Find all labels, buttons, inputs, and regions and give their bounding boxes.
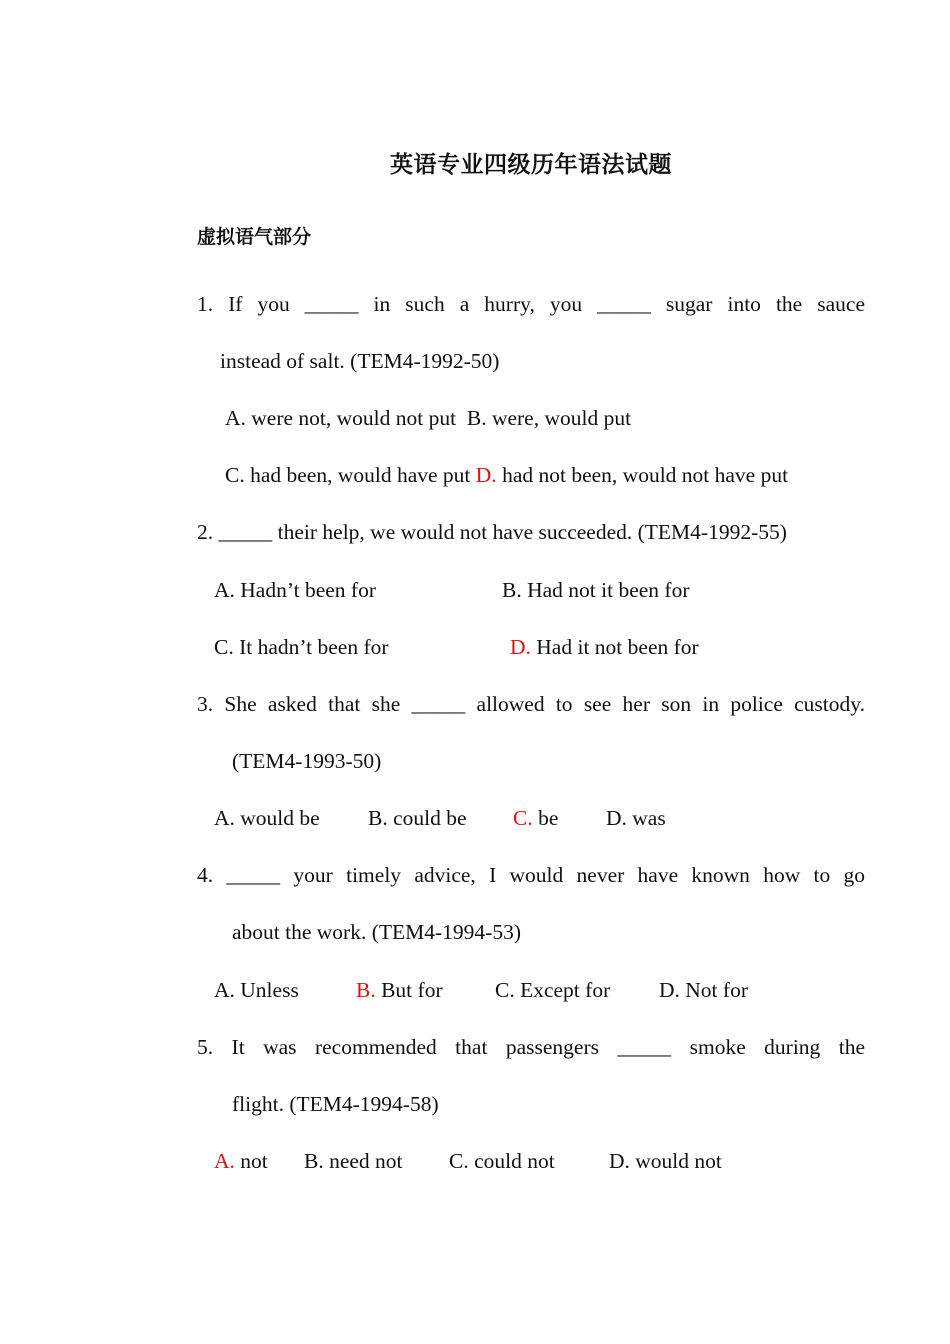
- option-letter: C.: [214, 635, 234, 659]
- option-text: had been, would have put: [244, 463, 471, 487]
- option-letter: B.: [304, 1149, 324, 1173]
- question-3-line-2: (TEM4-1993-50): [232, 749, 382, 773]
- answer-letter: D.: [510, 635, 531, 659]
- question-4-line-1: 4. _____ your timely advice, I would never have known how to go: [197, 863, 865, 887]
- option-letter: B.: [466, 406, 487, 430]
- option-text: be: [532, 806, 559, 830]
- section-heading: 虚拟语气部分: [197, 226, 312, 248]
- question-2-options-row-2: [0, 633, 950, 661]
- question-1-line-2: instead of salt. (TEM4-1992-50): [220, 349, 500, 373]
- option-text: It hadn’t been for: [233, 635, 389, 659]
- option-text: was: [626, 806, 666, 830]
- question-4-options: [0, 976, 950, 1004]
- question-5-options: [0, 1147, 950, 1175]
- answer-letter: A.: [214, 1149, 235, 1173]
- question-2-options-row-1: [0, 576, 950, 604]
- option-letter: C.: [449, 1149, 469, 1173]
- option-text: Had not it been for: [521, 578, 690, 602]
- answer-letter: D.: [475, 463, 497, 487]
- option-letter: A.: [214, 578, 235, 602]
- option-letter: C.: [495, 978, 515, 1002]
- option-text: Hadn’t been for: [234, 578, 376, 602]
- option-text: would be: [234, 806, 320, 830]
- question-1-options-row-1: [225, 404, 631, 432]
- option-text: were not, would not put: [245, 406, 457, 430]
- page-title: 英语专业四级历年语法试题: [390, 152, 672, 178]
- option-text: Except for: [514, 978, 611, 1002]
- question-4-line-2: about the work. (TEM4-1994-53): [232, 920, 521, 944]
- option-text: could be: [387, 806, 467, 830]
- option-text: Unless: [234, 978, 299, 1002]
- option-text: But for: [375, 978, 443, 1002]
- option-letter: D.: [659, 978, 680, 1002]
- option-text: Had it not been for: [530, 635, 699, 659]
- option-letter: D.: [609, 1149, 630, 1173]
- answer-letter: C.: [513, 806, 533, 830]
- option-text: Not for: [679, 978, 748, 1002]
- option-letter: A.: [214, 806, 235, 830]
- option-letter: A.: [214, 978, 235, 1002]
- question-5-line-1: 5. It was recommended that passengers _____ smoke during the: [197, 1035, 865, 1059]
- option-letter: B.: [502, 578, 522, 602]
- option-text: not: [234, 1149, 268, 1173]
- option-text: were, would put: [486, 406, 632, 430]
- answer-letter: B.: [356, 978, 376, 1002]
- question-3-options: [0, 804, 950, 832]
- option-text: could not: [468, 1149, 555, 1173]
- question-1-options-row-2: [225, 461, 788, 489]
- question-3-line-1: 3. She asked that she _____ allowed to see her son in police custody.: [197, 692, 865, 716]
- question-1-line-1: 1. If you _____ in such a hurry, you _____ sugar into the sauce: [197, 292, 865, 316]
- question-2-line-1: 2. _____ their help, we would not have succeeded. (TEM4-1992-55): [197, 520, 787, 544]
- option-letter: B.: [368, 806, 388, 830]
- option-text: had not been, would not have put: [496, 463, 789, 487]
- option-letter: D.: [606, 806, 627, 830]
- option-text: need not: [323, 1149, 403, 1173]
- option-letter: A.: [225, 406, 246, 430]
- question-5-line-2: flight. (TEM4-1994-58): [232, 1092, 439, 1116]
- option-text: would not: [629, 1149, 722, 1173]
- option-letter: C.: [225, 463, 245, 487]
